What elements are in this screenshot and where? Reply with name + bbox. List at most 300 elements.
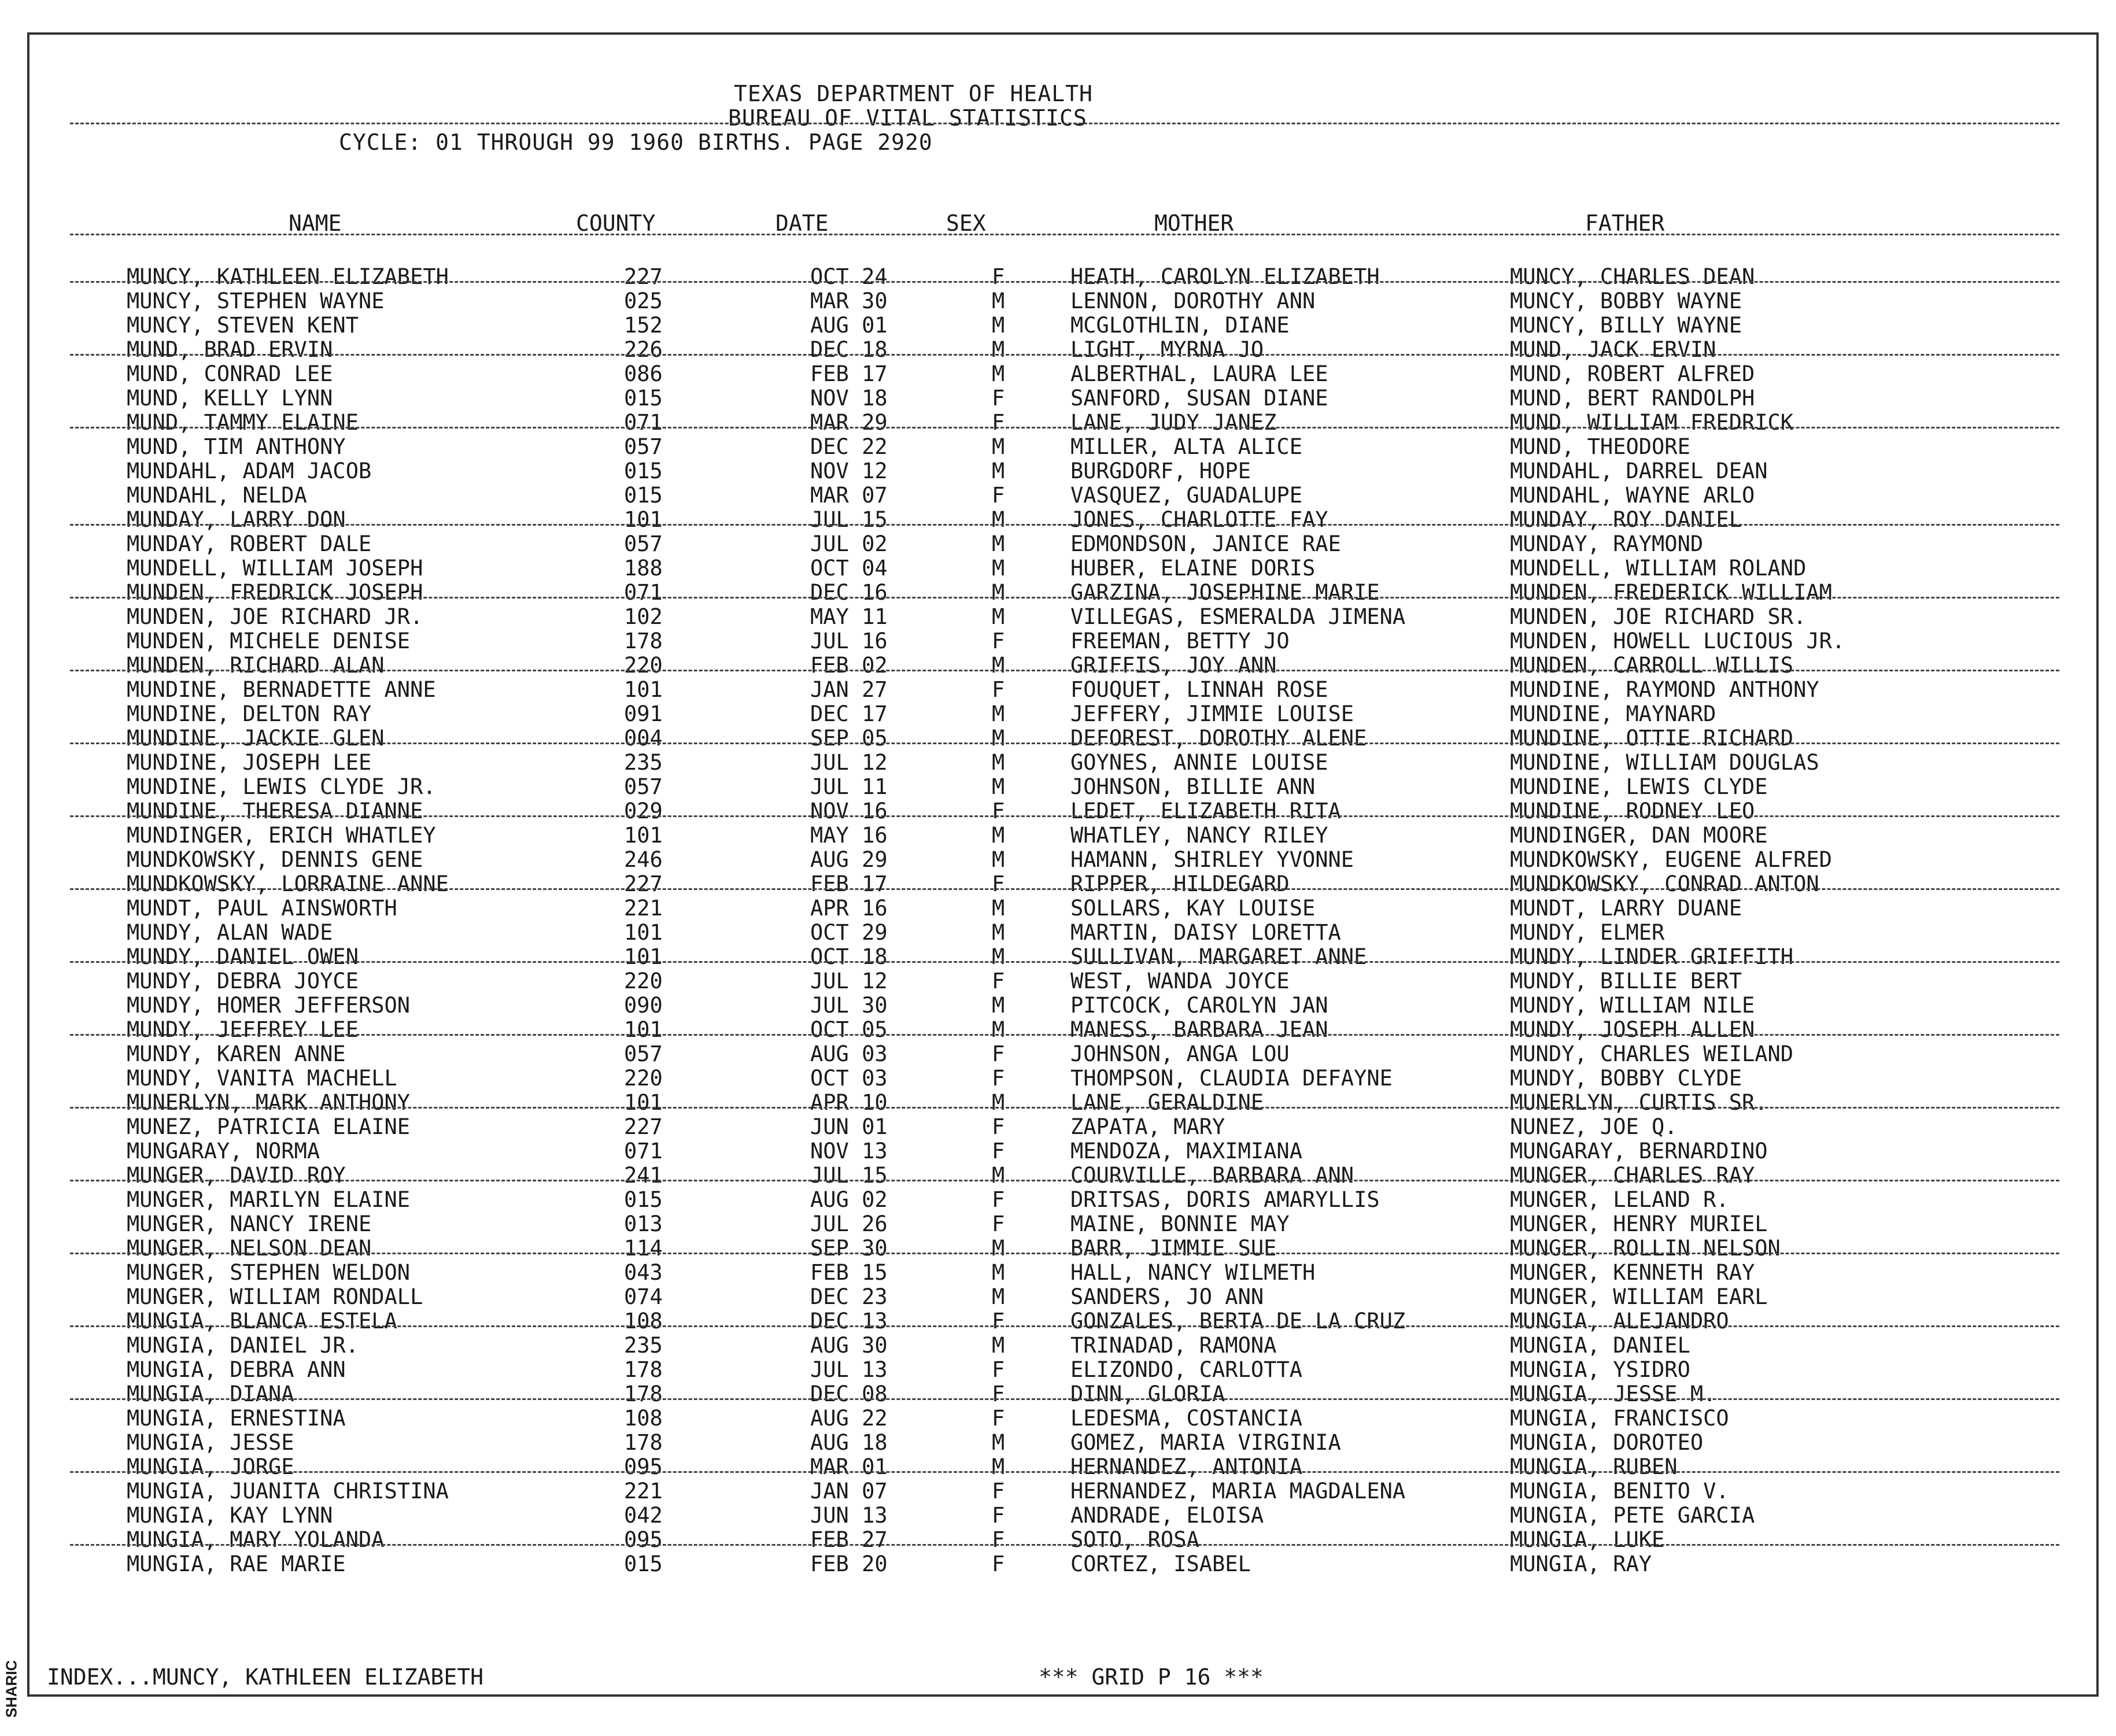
- father-cell: MUNGER, WILLIAM EARL: [1510, 1284, 1768, 1309]
- table-row: [29, 1285, 2101, 1309]
- county-cell: 095: [624, 1527, 663, 1552]
- sex-cell: M: [992, 531, 1005, 556]
- sex-cell: M: [992, 1163, 1005, 1188]
- father-cell: MUNDY, ELMER: [1510, 920, 1665, 945]
- father-cell: MUNDEN, FREDERICK WILLIAM: [1510, 580, 1832, 605]
- name-cell: MUND, TAMMY ELAINE: [127, 410, 359, 435]
- index-footer: INDEX...MUNCY, KATHLEEN ELIZABETH: [47, 1664, 483, 1690]
- sex-cell: F: [992, 1187, 1005, 1212]
- date-cell: OCT 03: [810, 1066, 888, 1091]
- father-cell: MUNGIA, LUKE: [1510, 1527, 1665, 1552]
- name-cell: MUNDINE, JACKIE GLEN: [127, 726, 385, 751]
- county-cell: 220: [624, 1066, 663, 1091]
- county-cell: 029: [624, 799, 663, 823]
- date-cell: AUG 02: [810, 1187, 888, 1212]
- sex-cell: M: [992, 944, 1005, 969]
- name-cell: MUNGIA, MARY YOLANDA: [127, 1527, 385, 1552]
- mother-cell: CORTEZ, ISABEL: [1070, 1552, 1251, 1576]
- table-row: [29, 338, 2101, 362]
- father-cell: MUNGIA, RUBEN: [1510, 1454, 1678, 1479]
- county-cell: 178: [624, 629, 663, 653]
- sex-cell: M: [992, 896, 1005, 921]
- county-cell: 178: [624, 1430, 663, 1455]
- father-cell: MUNGIA, YSIDRO: [1510, 1357, 1690, 1382]
- county-cell: 057: [624, 774, 663, 799]
- name-cell: MUNDEN, JOE RICHARD JR.: [127, 604, 423, 629]
- table-row: [29, 1334, 2101, 1358]
- mother-cell: LIGHT, MYRNA JO: [1070, 337, 1264, 362]
- table-row: [29, 921, 2101, 945]
- mother-cell: SANFORD, SUSAN DIANE: [1070, 386, 1328, 411]
- table-row: [29, 993, 2101, 1018]
- father-cell: MUND, THEODORE: [1510, 434, 1690, 459]
- date-cell: MAR 29: [810, 410, 888, 435]
- column-header-father: FATHER: [1585, 210, 1665, 236]
- father-cell: MUND, BERT RANDOLPH: [1510, 386, 1755, 411]
- date-cell: OCT 05: [810, 1017, 888, 1042]
- name-cell: MUNGIA, JORGE: [127, 1454, 294, 1479]
- father-cell: MUNDY, LINDER GRIFFITH: [1510, 944, 1794, 969]
- county-cell: 015: [624, 1187, 663, 1212]
- name-cell: MUNDKOWSKY, DENNIS GENE: [127, 847, 423, 872]
- date-cell: MAR 07: [810, 483, 888, 508]
- name-cell: MUNGIA, KAY LYNN: [127, 1503, 333, 1528]
- table-row: [29, 483, 2101, 508]
- table-row: [29, 896, 2101, 921]
- county-cell: 057: [624, 531, 663, 556]
- father-cell: MUNDT, LARRY DUANE: [1510, 896, 1742, 921]
- name-cell: MUNGIA, DEBRA ANN: [127, 1357, 346, 1382]
- mother-cell: DRITSAS, DORIS AMARYLLIS: [1070, 1187, 1380, 1212]
- mother-cell: GOYNES, ANNIE LOUISE: [1070, 750, 1328, 775]
- county-cell: 108: [624, 1309, 663, 1334]
- father-cell: MUNGIA, FRANCISCO: [1510, 1406, 1729, 1431]
- county-cell: 108: [624, 1406, 663, 1431]
- name-cell: MUNGER, MARILYN ELAINE: [127, 1187, 411, 1212]
- name-cell: MUND, KELLY LYNN: [127, 386, 333, 411]
- county-cell: 074: [624, 1284, 663, 1309]
- mother-cell: MANESS, BARBARA JEAN: [1070, 1017, 1328, 1042]
- name-cell: MUNDEN, FREDRICK JOSEPH: [127, 580, 423, 605]
- table-row: [29, 1236, 2101, 1261]
- mother-cell: JOHNSON, BILLIE ANN: [1070, 774, 1316, 799]
- grid-footer: *** GRID P 16 ***: [1039, 1664, 1264, 1690]
- county-cell: 235: [624, 750, 663, 775]
- county-cell: 152: [624, 313, 663, 338]
- county-cell: 220: [624, 653, 663, 678]
- father-cell: MUNDAHL, WAYNE ARLO: [1510, 483, 1755, 508]
- father-cell: MUNDEN, CARROLL WILLIS: [1510, 653, 1794, 678]
- name-cell: MUND, TIM ANTHONY: [127, 434, 346, 459]
- mother-cell: MILLER, ALTA ALICE: [1070, 434, 1302, 459]
- name-cell: MUNDINE, JOSEPH LEE: [127, 750, 372, 775]
- date-cell: AUG 18: [810, 1430, 888, 1455]
- father-cell: MUNDKOWSKY, CONRAD ANTON: [1510, 871, 1819, 896]
- date-cell: JUL 30: [810, 993, 888, 1018]
- county-cell: 090: [624, 993, 663, 1018]
- sex-cell: M: [992, 1090, 1005, 1115]
- sex-cell: F: [992, 1406, 1005, 1431]
- table-row: [29, 702, 2101, 726]
- sex-cell: M: [992, 726, 1005, 751]
- column-header-date: DATE: [776, 210, 829, 236]
- date-cell: JUL 12: [810, 969, 888, 993]
- date-cell: OCT 04: [810, 556, 888, 581]
- father-cell: MUNGER, KENNETH RAY: [1510, 1260, 1755, 1285]
- mother-cell: DINN, GLORIA: [1070, 1382, 1225, 1406]
- name-cell: MUNDY, ALAN WADE: [127, 920, 333, 945]
- date-cell: JUL 13: [810, 1357, 888, 1382]
- father-cell: MUNDY, JOSEPH ALLEN: [1510, 1017, 1755, 1042]
- mother-cell: HEATH, CAROLYN ELIZABETH: [1070, 264, 1380, 289]
- date-cell: JUL 12: [810, 750, 888, 775]
- table-row: [29, 1382, 2101, 1406]
- mother-cell: THOMPSON, CLAUDIA DEFAYNE: [1070, 1066, 1393, 1091]
- father-cell: MUND, JACK ERVIN: [1510, 337, 1716, 362]
- mother-cell: MCGLOTHLIN, DIANE: [1070, 313, 1290, 338]
- side-mark: [0, 1648, 23, 1729]
- table-row: [29, 1115, 2101, 1139]
- sex-cell: M: [992, 459, 1005, 483]
- mother-cell: GARZINA, JOSEPHINE MARIE: [1070, 580, 1380, 605]
- mother-cell: LANE, JUDY JANEZ: [1070, 410, 1277, 435]
- date-cell: NOV 12: [810, 459, 888, 483]
- sex-cell: F: [992, 1527, 1005, 1552]
- county-cell: 101: [624, 1017, 663, 1042]
- date-cell: DEC 17: [810, 701, 888, 726]
- name-cell: MUNDINE, BERNADETTE ANNE: [127, 677, 436, 702]
- table-row: [29, 775, 2101, 799]
- county-cell: 178: [624, 1357, 663, 1382]
- county-cell: 071: [624, 580, 663, 605]
- father-cell: MUNGIA, DOROTEO: [1510, 1430, 1704, 1455]
- sex-cell: M: [992, 993, 1005, 1018]
- date-cell: MAR 30: [810, 289, 888, 313]
- father-cell: MUNGER, HENRY MURIEL: [1510, 1211, 1768, 1236]
- date-cell: SEP 05: [810, 726, 888, 751]
- mother-cell: JEFFERY, JIMMIE LOUISE: [1070, 701, 1354, 726]
- table-row: [29, 1431, 2101, 1455]
- sex-cell: F: [992, 386, 1005, 411]
- date-cell: MAY 16: [810, 823, 888, 848]
- date-cell: AUG 03: [810, 1041, 888, 1066]
- name-cell: MUNDAHL, ADAM JACOB: [127, 459, 372, 483]
- table-row: [29, 411, 2101, 435]
- sex-cell: F: [992, 1357, 1005, 1382]
- county-cell: 042: [624, 1503, 663, 1528]
- date-cell: APR 16: [810, 896, 888, 921]
- county-cell: 091: [624, 701, 663, 726]
- mother-cell: HAMANN, SHIRLEY YVONNE: [1070, 847, 1354, 872]
- table-row: [29, 1188, 2101, 1212]
- father-cell: MUNCY, BILLY WAYNE: [1510, 313, 1742, 338]
- father-cell: MUNGIA, PETE GARCIA: [1510, 1503, 1755, 1528]
- mother-cell: SOLLARS, KAY LOUISE: [1070, 896, 1316, 921]
- date-cell: DEC 13: [810, 1309, 888, 1334]
- name-cell: MUNGARAY, NORMA: [127, 1139, 320, 1164]
- county-cell: 101: [624, 823, 663, 848]
- mother-cell: ALBERTHAL, LAURA LEE: [1070, 361, 1328, 386]
- sex-cell: M: [992, 1284, 1005, 1309]
- mother-cell: ELIZONDO, CARLOTTA: [1070, 1357, 1302, 1382]
- column-header-county: COUNTY: [576, 210, 656, 236]
- date-cell: JUN 01: [810, 1114, 888, 1139]
- father-cell: MUNGER, ROLLIN NELSON: [1510, 1236, 1781, 1261]
- name-cell: MUNDY, DANIEL OWEN: [127, 944, 359, 969]
- table-row: [29, 556, 2101, 581]
- table-row: [29, 1406, 2101, 1431]
- father-cell: MUNCY, CHARLES DEAN: [1510, 264, 1755, 289]
- county-cell: 101: [624, 677, 663, 702]
- mother-cell: MARTIN, DAISY LORETTA: [1070, 920, 1341, 945]
- sex-cell: M: [992, 507, 1005, 532]
- date-cell: FEB 17: [810, 871, 888, 896]
- mother-cell: VILLEGAS, ESMERALDA JIMENA: [1070, 604, 1406, 629]
- mother-cell: RIPPER, HILDEGARD: [1070, 871, 1290, 896]
- sex-cell: M: [992, 313, 1005, 338]
- father-cell: MUNGIA, ALEJANDRO: [1510, 1309, 1729, 1334]
- date-cell: OCT 18: [810, 944, 888, 969]
- table-row: [29, 1552, 2101, 1576]
- date-cell: DEC 08: [810, 1382, 888, 1406]
- mother-cell: WHATLEY, NANCY RILEY: [1070, 823, 1328, 848]
- name-cell: MUNERLYN, MARK ANTHONY: [127, 1090, 411, 1115]
- date-cell: FEB 27: [810, 1527, 888, 1552]
- county-cell: 101: [624, 944, 663, 969]
- mother-cell: FOUQUET, LINNAH ROSE: [1070, 677, 1328, 702]
- county-cell: 221: [624, 1479, 663, 1504]
- table-row: [29, 1455, 2101, 1479]
- table-row: [29, 459, 2101, 483]
- sex-cell: F: [992, 1066, 1005, 1091]
- mother-cell: JONES, CHARLOTTE FAY: [1070, 507, 1328, 532]
- father-cell: MUNERLYN, CURTIS SR.: [1510, 1090, 1768, 1115]
- sex-cell: F: [992, 1382, 1005, 1406]
- sex-cell: F: [992, 1479, 1005, 1504]
- name-cell: MUNDINE, DELTON RAY: [127, 701, 372, 726]
- father-cell: MUNGER, CHARLES RAY: [1510, 1163, 1755, 1188]
- cycle-line: CYCLE: 01 THROUGH 99 1960 BIRTHS. PAGE 2920: [339, 130, 933, 155]
- mother-cell: HERNANDEZ, ANTONIA: [1070, 1454, 1302, 1479]
- father-cell: MUNGIA, RAY: [1510, 1552, 1652, 1576]
- sex-cell: M: [992, 823, 1005, 848]
- mother-cell: LANE, GERALDINE: [1070, 1090, 1264, 1115]
- sex-cell: M: [992, 1333, 1005, 1358]
- table-row: [29, 581, 2101, 605]
- mother-cell: SOTO, ROSA: [1070, 1527, 1199, 1552]
- county-cell: 102: [624, 604, 663, 629]
- mother-cell: BARR, JIMMIE SUE: [1070, 1236, 1277, 1261]
- sex-cell: F: [992, 483, 1005, 508]
- column-header-sex: SEX: [946, 210, 986, 236]
- name-cell: MUNDAHL, NELDA: [127, 483, 307, 508]
- table-row: [29, 1139, 2101, 1164]
- mother-cell: LEDET, ELIZABETH RITA: [1070, 799, 1341, 823]
- father-cell: MUNDEN, HOWELL LUCIOUS JR.: [1510, 629, 1845, 653]
- table-row: [29, 799, 2101, 823]
- name-cell: MUNGER, STEPHEN WELDON: [127, 1260, 411, 1285]
- county-cell: 235: [624, 1333, 663, 1358]
- table-row: [29, 848, 2101, 872]
- name-cell: MUNDT, PAUL AINSWORTH: [127, 896, 397, 921]
- sex-cell: M: [992, 556, 1005, 581]
- mother-cell: SANDERS, JO ANN: [1070, 1284, 1264, 1309]
- father-cell: MUNDINE, OTTIE RICHARD: [1510, 726, 1794, 751]
- sex-cell: M: [992, 337, 1005, 362]
- county-cell: 095: [624, 1454, 663, 1479]
- date-cell: OCT 24: [810, 264, 888, 289]
- table-row: [29, 1504, 2101, 1528]
- date-cell: JUL 02: [810, 531, 888, 556]
- father-cell: MUNDINE, MAYNARD: [1510, 701, 1716, 726]
- name-cell: MUNEZ, PATRICIA ELAINE: [127, 1114, 411, 1139]
- date-cell: FEB 02: [810, 653, 888, 678]
- sex-cell: F: [992, 799, 1005, 823]
- county-cell: 227: [624, 264, 663, 289]
- column-header-mother: MOTHER: [1154, 210, 1234, 236]
- father-cell: NUNEZ, JOE Q.: [1510, 1114, 1678, 1139]
- table-row: [29, 1164, 2101, 1188]
- table-row: [29, 1018, 2101, 1042]
- county-cell: 057: [624, 434, 663, 459]
- table-row: [29, 265, 2101, 289]
- father-cell: MUNDINE, LEWIS CLYDE: [1510, 774, 1768, 799]
- ledger-page: [27, 32, 2099, 1697]
- name-cell: MUNCY, STEPHEN WAYNE: [127, 289, 385, 313]
- mother-cell: PITCOCK, CAROLYN JAN: [1070, 993, 1328, 1018]
- father-cell: MUNGIA, JESSE M.: [1510, 1382, 1716, 1406]
- county-cell: 241: [624, 1163, 663, 1188]
- table-row: [29, 1261, 2101, 1285]
- table-row: [29, 605, 2101, 629]
- father-cell: MUND, WILLIAM FREDRICK: [1510, 410, 1794, 435]
- date-cell: DEC 16: [810, 580, 888, 605]
- sex-cell: M: [992, 1260, 1005, 1285]
- table-row: [29, 653, 2101, 678]
- table-row: [29, 969, 2101, 993]
- name-cell: MUNGIA, RAE MARIE: [127, 1552, 346, 1576]
- county-cell: 101: [624, 920, 663, 945]
- name-cell: MUNDY, JEFFREY LEE: [127, 1017, 359, 1042]
- table-row: [29, 1479, 2101, 1504]
- county-cell: 226: [624, 337, 663, 362]
- mother-cell: BURGDORF, HOPE: [1070, 459, 1251, 483]
- table-row: [29, 1212, 2101, 1236]
- date-cell: NOV 13: [810, 1139, 888, 1164]
- father-cell: MUNGIA, DANIEL: [1510, 1333, 1690, 1358]
- name-cell: MUNDKOWSKY, LORRAINE ANNE: [127, 871, 449, 896]
- county-cell: 025: [624, 289, 663, 313]
- department-title: TEXAS DEPARTMENT OF HEALTH: [734, 81, 1093, 106]
- sex-cell: M: [992, 1454, 1005, 1479]
- table-row: [29, 532, 2101, 556]
- date-cell: AUG 01: [810, 313, 888, 338]
- date-cell: AUG 30: [810, 1333, 888, 1358]
- father-cell: MUND, ROBERT ALFRED: [1510, 361, 1755, 386]
- father-cell: MUNDINE, RAYMOND ANTHONY: [1510, 677, 1819, 702]
- name-cell: MUNGER, DAVID ROY: [127, 1163, 346, 1188]
- sex-cell: F: [992, 264, 1005, 289]
- mother-cell: COURVILLE, BARBARA ANN: [1070, 1163, 1354, 1188]
- mother-cell: LEDESMA, COSTANCIA: [1070, 1406, 1302, 1431]
- table-row: [29, 362, 2101, 386]
- table-row: [29, 435, 2101, 459]
- county-cell: 101: [624, 507, 663, 532]
- date-cell: JUL 15: [810, 507, 888, 532]
- sex-cell: F: [992, 1139, 1005, 1164]
- mother-cell: TRINADAD, RAMONA: [1070, 1333, 1277, 1358]
- name-cell: MUND, CONRAD LEE: [127, 361, 333, 386]
- sex-cell: F: [992, 1309, 1005, 1334]
- table-row: [29, 1091, 2101, 1115]
- county-cell: 013: [624, 1211, 663, 1236]
- date-cell: AUG 22: [810, 1406, 888, 1431]
- father-cell: MUNDEN, JOE RICHARD SR.: [1510, 604, 1807, 629]
- county-cell: 178: [624, 1382, 663, 1406]
- name-cell: MUNDAY, ROBERT DALE: [127, 531, 372, 556]
- name-cell: MUNGIA, ERNESTINA: [127, 1406, 346, 1431]
- father-cell: MUNDAY, ROY DANIEL: [1510, 507, 1742, 532]
- sex-cell: F: [992, 871, 1005, 896]
- name-cell: MUND, BRAD ERVIN: [127, 337, 333, 362]
- date-cell: MAY 11: [810, 604, 888, 629]
- date-cell: FEB 20: [810, 1552, 888, 1576]
- date-cell: APR 10: [810, 1090, 888, 1115]
- date-cell: FEB 15: [810, 1260, 888, 1285]
- name-cell: MUNDINGER, ERICH WHATLEY: [127, 823, 436, 848]
- table-row: [29, 678, 2101, 702]
- date-cell: JUL 26: [810, 1211, 888, 1236]
- sex-cell: M: [992, 774, 1005, 799]
- sex-cell: M: [992, 701, 1005, 726]
- mother-cell: HERNANDEZ, MARIA MAGDALENA: [1070, 1479, 1406, 1504]
- father-cell: MUNDINE, RODNEY LEO: [1510, 799, 1755, 823]
- mother-cell: MAINE, BONNIE MAY: [1070, 1211, 1290, 1236]
- name-cell: MUNDEN, RICHARD ALAN: [127, 653, 385, 678]
- county-cell: 015: [624, 483, 663, 508]
- mother-cell: HALL, NANCY WILMETH: [1070, 1260, 1316, 1285]
- father-cell: MUNGER, LELAND R.: [1510, 1187, 1729, 1212]
- sex-cell: M: [992, 750, 1005, 775]
- county-cell: 057: [624, 1041, 663, 1066]
- date-cell: JUL 16: [810, 629, 888, 653]
- sex-cell: F: [992, 677, 1005, 702]
- name-cell: MUNGIA, DANIEL JR.: [127, 1333, 359, 1358]
- county-cell: 015: [624, 459, 663, 483]
- father-cell: MUNDY, CHARLES WEILAND: [1510, 1041, 1794, 1066]
- sex-cell: M: [992, 434, 1005, 459]
- name-cell: MUNGIA, JESSE: [127, 1430, 294, 1455]
- sex-cell: F: [992, 1114, 1005, 1139]
- father-cell: MUNDINE, WILLIAM DOUGLAS: [1510, 750, 1819, 775]
- county-cell: 015: [624, 386, 663, 411]
- mother-cell: ANDRADE, ELOISA: [1070, 1503, 1264, 1528]
- sex-cell: M: [992, 289, 1005, 313]
- mother-cell: LENNON, DOROTHY ANN: [1070, 289, 1316, 313]
- mother-cell: DEFOREST, DOROTHY ALENE: [1070, 726, 1367, 751]
- mother-cell: JOHNSON, ANGA LOU: [1070, 1041, 1290, 1066]
- date-cell: SEP 30: [810, 1236, 888, 1261]
- mother-cell: GOMEZ, MARIA VIRGINIA: [1070, 1430, 1341, 1455]
- mother-cell: SULLIVAN, MARGARET ANNE: [1070, 944, 1367, 969]
- father-cell: MUNDY, WILLIAM NILE: [1510, 993, 1755, 1018]
- sex-cell: M: [992, 361, 1005, 386]
- table-row: [29, 726, 2101, 751]
- father-cell: MUNCY, BOBBY WAYNE: [1510, 289, 1742, 313]
- sex-cell: F: [992, 1041, 1005, 1066]
- date-cell: JUL 15: [810, 1163, 888, 1188]
- column-header-name: NAME: [289, 210, 342, 236]
